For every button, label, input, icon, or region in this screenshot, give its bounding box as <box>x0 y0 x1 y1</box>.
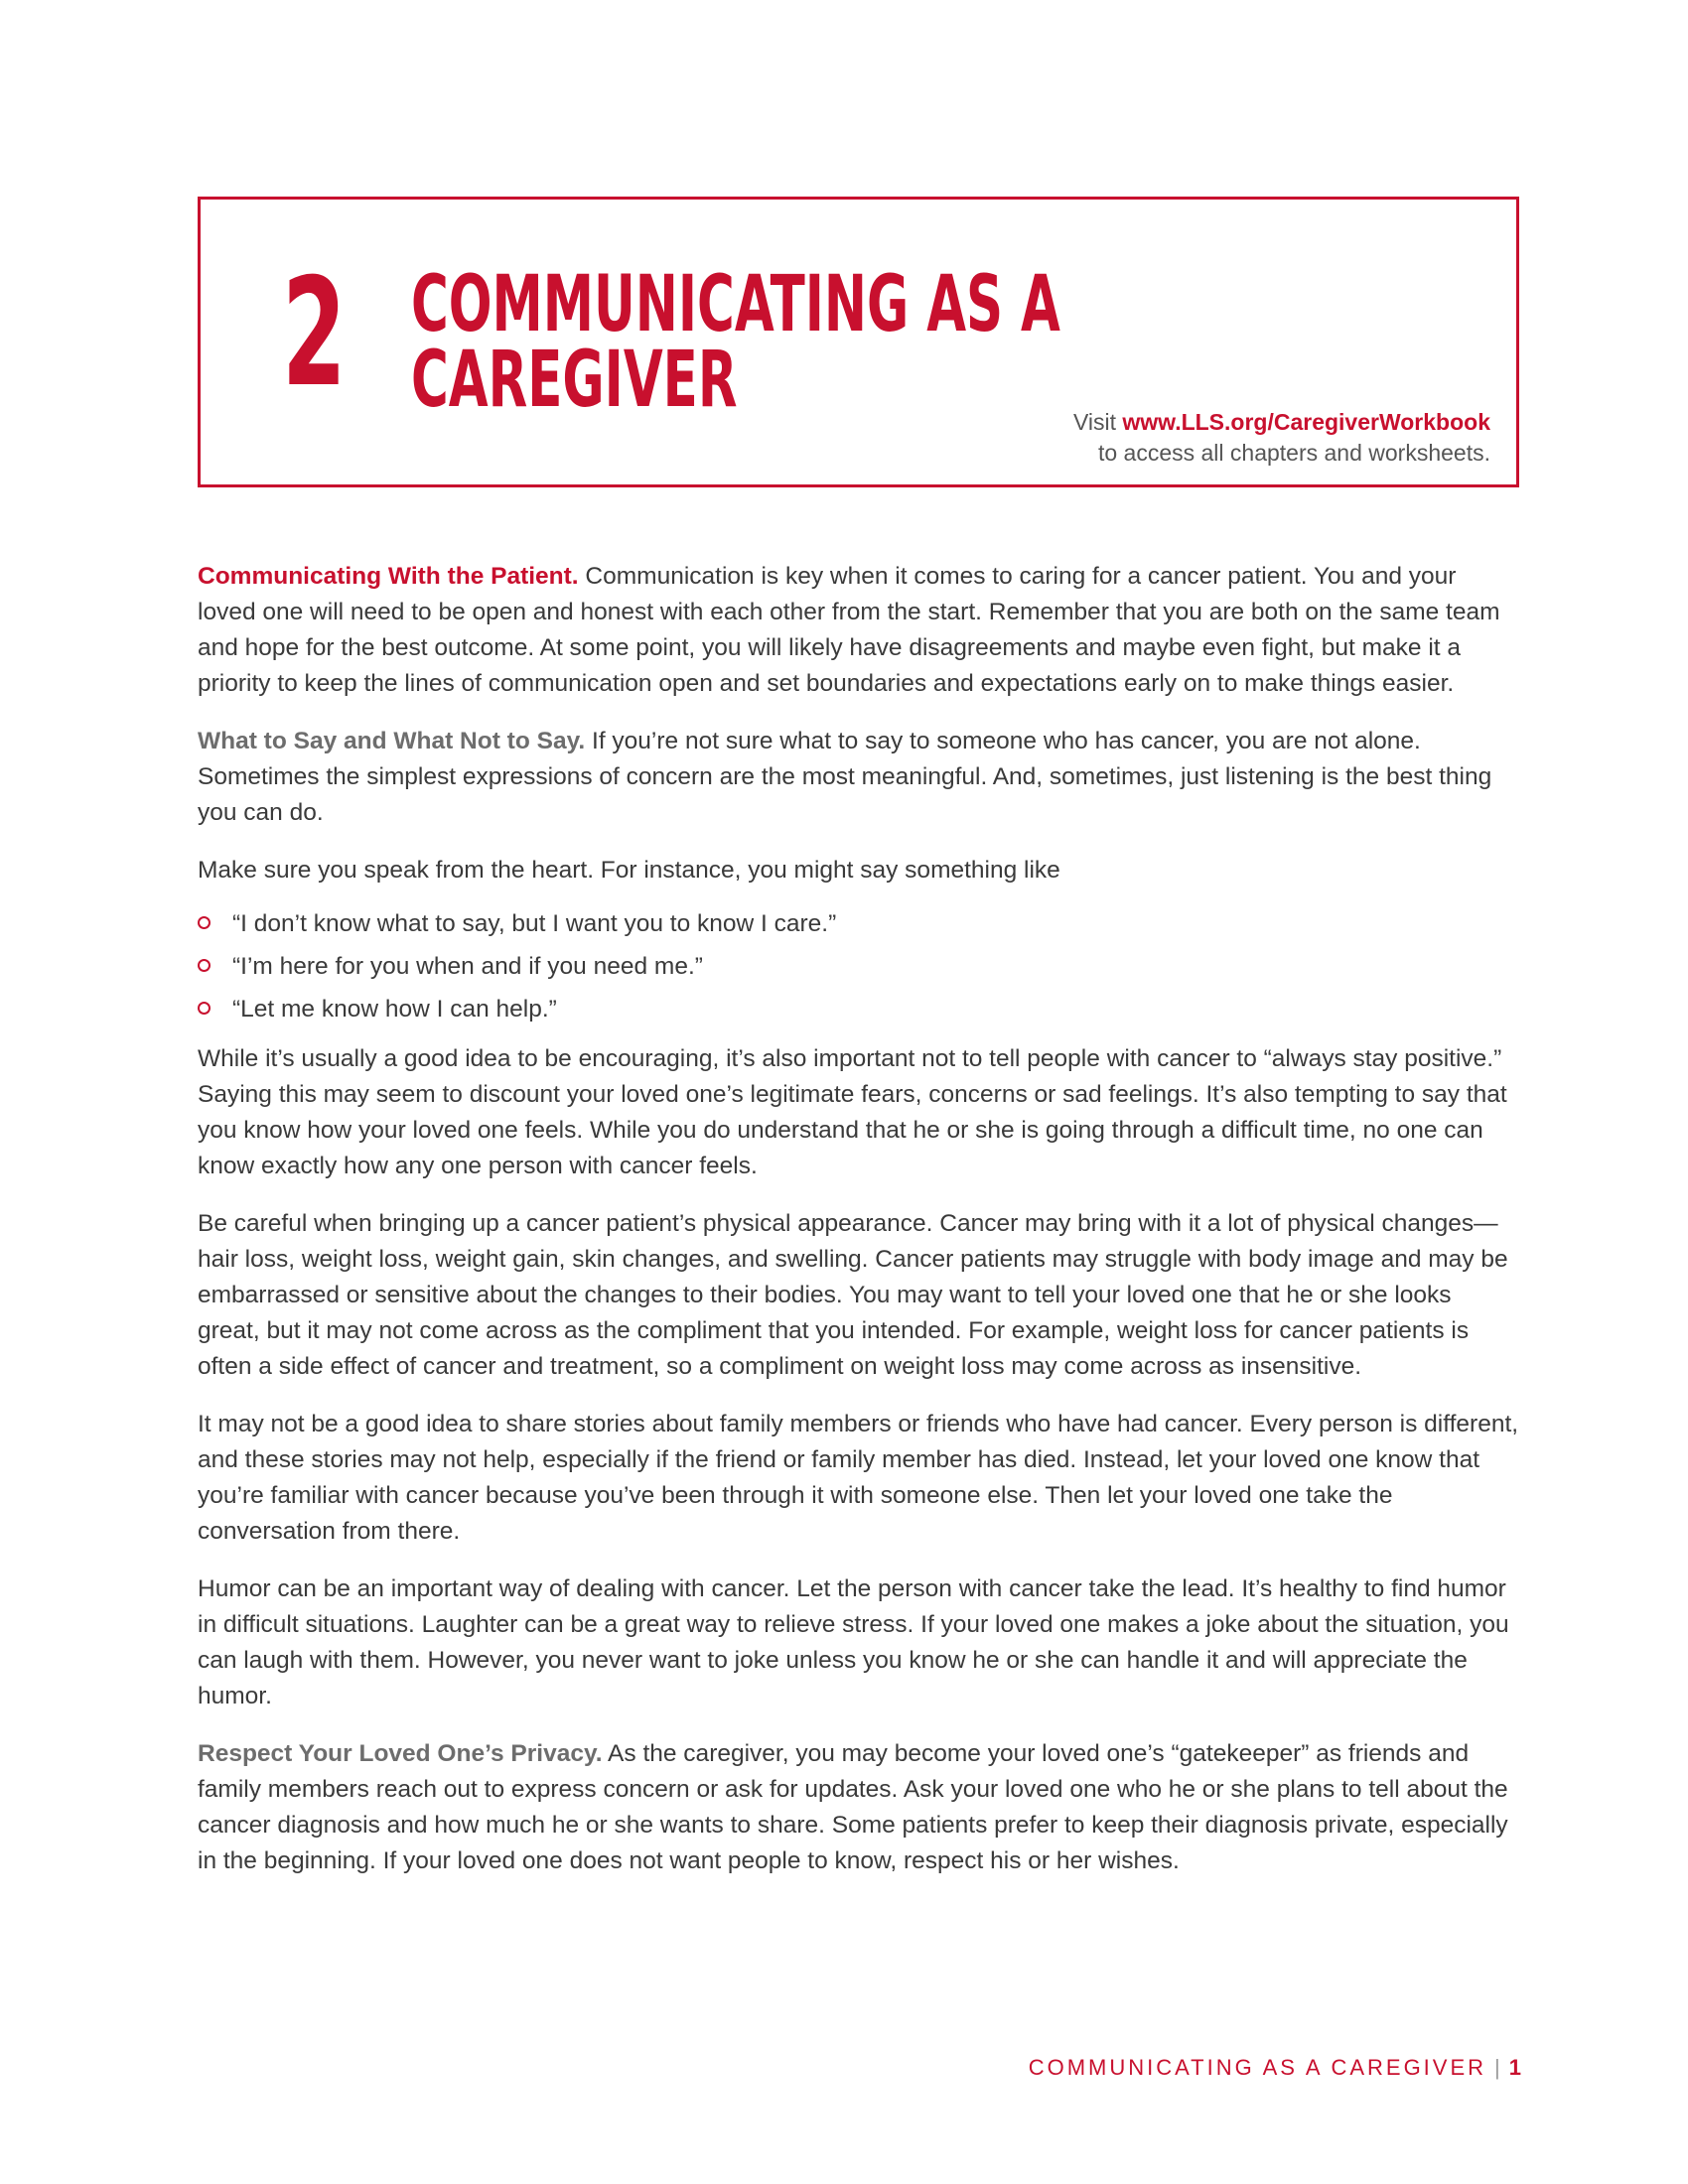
paragraph-stories: It may not be a good idea to share stories about family members or friends who have had cancer. Every person is different, and these stories may not help, especially if the friend or family member has died. Instead, let your loved one know that you’re familiar with cancer because you’ve been through it with someone else. Then let your loved one take the conversation from there. <box>198 1411 1519 1545</box>
chapter-title-line1: COMMUNICATING AS A <box>411 260 1060 349</box>
circle-bullet-icon <box>198 959 211 972</box>
list-item-text: “Let me know how I can help.” <box>232 996 557 1023</box>
visit-note <box>1073 407 1490 469</box>
footer-section-title: COMMUNICATING AS A CAREGIVER <box>1028 2055 1487 2080</box>
heading-communicating-with-patient: Communicating With the Patient. <box>198 563 579 590</box>
visit-prefix: Visit <box>1072 409 1123 435</box>
footer-separator: | <box>1494 2055 1503 2080</box>
paragraph-appearance: Be careful when bringing up a cancer patient’s physical appearance. Cancer may bring with it a lot of physical changes—hair loss, weight loss, weight gain, skin changes, and swelling. Cancer patients may struggle with body image and may be embarrassed or sensitive about the changes to their bodies. You may want to tell your loved one that he or she looks great, but it may not come across as the compliment that you intended. For example, weight loss for cancer patients is often a side effect of cancer and treatment, so a compliment on weight loss may come across as insensitive. <box>198 1210 1508 1380</box>
paragraph-text: If you’re not sure what to say to someone who has cancer, you are not alone. Sometimes the simplest expressions of concern are the most meaningful. And, sometimes, just listening is the best thing you can do. <box>198 728 1492 826</box>
circle-bullet-icon <box>198 916 211 929</box>
list-item-text: “I don’t know what to say, but I want you to know I care.” <box>232 910 837 937</box>
list-item <box>198 906 1519 942</box>
paragraph-privacy <box>198 1736 1519 1879</box>
paragraph-text: Communication is key when it comes to caring for a cancer patient. You and your loved one will need to be open and honest with each other from the start. Remember that you are both on the same team and hope for the best outcome. At some point, you will likely have disagreements and maybe even fight, but make it a priority to keep the lines of communication open and set boundaries and expectations early on to make things easier. <box>198 563 1500 697</box>
visit-line1 <box>1073 407 1490 438</box>
paragraph-communicating <box>198 559 1519 702</box>
chapter-header-box <box>198 197 1519 487</box>
page-footer <box>1029 2055 1521 2081</box>
paragraph-encouraging: While it’s usually a good idea to be encouraging, it’s also important not to tell people with cancer to “always stay positive.” Saying this may seem to discount your loved one’s legitimate fears, concerns or sad feelings. It’s also tempting to say that you know how your loved one feels. While you do understand that he or she is going through a difficult time, no one can know exactly how any one person with cancer feels. <box>198 1045 1507 1179</box>
list-item-text: “I’m here for you when and if you need me.” <box>232 953 703 980</box>
visit-line2: to access all chapters and worksheets. <box>1097 440 1490 466</box>
chapter-number: 2 <box>282 247 346 420</box>
workbook-link[interactable]: www.LLS.org/CaregiverWorkbook <box>1122 409 1490 435</box>
chapter-title-line2: CAREGIVER <box>411 336 738 425</box>
heading-what-to-say: What to Say and What Not to Say. <box>198 728 586 754</box>
circle-bullet-icon <box>198 1002 211 1015</box>
paragraph-text: As the caregiver, you may become your loved one’s “gatekeeper” as friends and family members reach out to express concern or ask for updates. Ask your loved one who he or she plans to tell about the cancer diagnosis and how much he or she wants to share. Some patients prefer to keep their diagnosis private, especially in the beginning. If your loved one does not want people to know, respect his or her wishes. <box>198 1740 1508 1874</box>
paragraph-what-to-say <box>198 724 1519 831</box>
heading-respect-privacy: Respect Your Loved One’s Privacy. <box>198 1740 603 1767</box>
chapter-title <box>411 260 1060 425</box>
list-item <box>198 992 1519 1027</box>
paragraph-humor: Humor can be an important way of dealing with cancer. Let the person with cancer take the lead. It’s healthy to find humor in difficult situations. Laughter can be a great way to relieve stress. If your loved one makes a joke about the situation, you can laugh with them. However, you never want to joke unless you know he or she can handle it and will appreciate the humor. <box>198 1575 1509 1709</box>
list-item <box>198 949 1519 985</box>
paragraph-speak-from-heart: Make sure you speak from the heart. For instance, you might say something like <box>198 857 1060 884</box>
article-body <box>198 559 1519 1901</box>
page-number: 1 <box>1508 2055 1521 2080</box>
example-phrases-list <box>198 906 1519 1027</box>
